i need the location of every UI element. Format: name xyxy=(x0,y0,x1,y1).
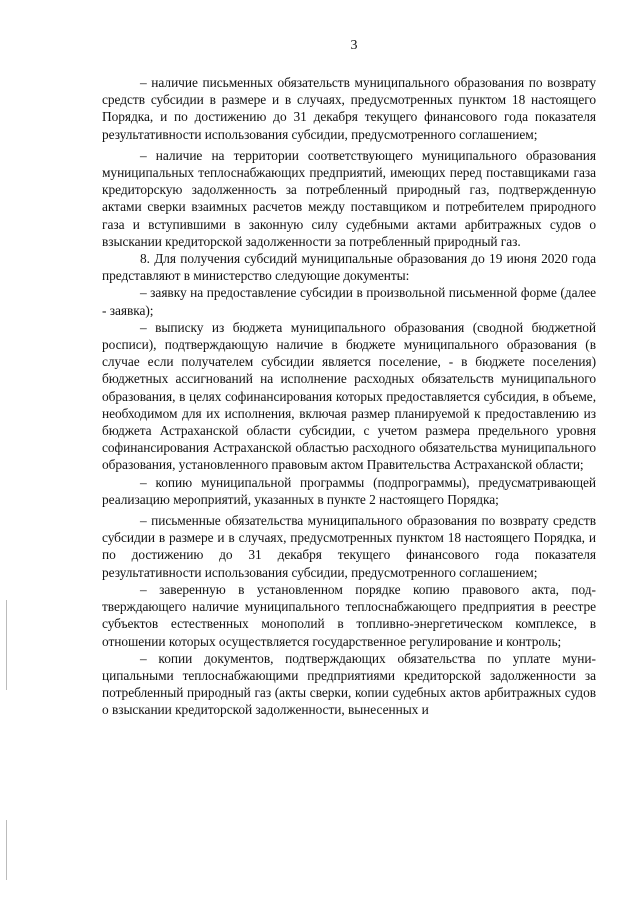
paragraph-section-8: 8. Для получения субсидий муниципальные образования до 19 июня 2020 года представляют в министерство следующие документы: xyxy=(102,251,596,284)
scan-margin-line xyxy=(6,600,7,690)
paragraph-program-copy: – копию муниципальной программы (подпрограммы), предусматривающей реализацию мероприятий, указанных в пункте 2 настоящего Порядка; xyxy=(102,474,596,507)
paragraph-application: – заявку на предоставление субсидии в произвольной письменной форме (далее - заявка); xyxy=(102,285,596,318)
paragraph-debt-documents: – копии документов, подтверждающих обязательства по уплате муниципальными теплоснабжающими предприятиями кредиторской задолженности за потребленный природный газ (акты сверки, копии судебных актов арбитражных судов о взыскании кредиторской задолженности, вынесенных и xyxy=(102,650,596,718)
page-number: 3 xyxy=(350,38,358,53)
paragraph-legal-act-copy: – заверенную в установленном порядке копию правового акта, подтверждающего наличие муниципального теплоснабжающего предприятия в реестре субъектов естественных монополий в топливно-энергетическом комплексе, в отношении которых осуществляется государственное регулирование и контроль; xyxy=(102,581,596,649)
scan-margin-line xyxy=(6,820,7,880)
paragraph-budget-extract: – выписку из бюджета муниципального образования (сводной бюджетной росписи), подтверждающую наличие в бюджете муниципального образования (в случае если получателем субсидии является поселение, - в бюджете поселения) бюджетных ассигнований на исполнение расходных обязательств муниципального образования, в целях софинансирования которых предоставляется субсидия, в объеме, необходимом для их исполнения, включая размер планируемой к предоставлению из бюджета Астраханской области субсидии, с учетом размера предельного уровня софинансирования Астраханской областью расходного обязательства муниципального образования, установленного правовым актом Правительства Астраханской области; xyxy=(102,319,596,473)
paragraph-obligations-return: – наличие письменных обязательств муниципального образования по возврату средств субсидии в размере и в случаях, предусмотренных пунктом 18 настоящего Порядка, и по достижению до 31 декабря текущего финансового года показателя результативности использования субсидии, предусмотренного соглашением; xyxy=(102,75,596,142)
paragraph-written-obligations: – письменные обязательства муниципального образования по возврату средств субсидии в размере и в случаях, предусмотренных пунктом 18 настоящего Порядка, и по достижению до 31 декабря текущего финансового года показателя результативности использования субсидии, предусмотренного соглашением; xyxy=(102,513,596,580)
paragraph-heat-suppliers-debt: – наличие на территории соответствующего муниципального образования муниципальных теплоснабжающих предприятий, имеющих перед поставщиками газа кредиторскую задолженность за потребленный природный газ, подтвержденную актами сверки взаимных расчетов между поставщиком и потребителем природного газа и вступившими в законную силу судебными актами арбитражных судов о взыскании кредиторской задолженности за потребленный природный газ. xyxy=(102,147,596,249)
